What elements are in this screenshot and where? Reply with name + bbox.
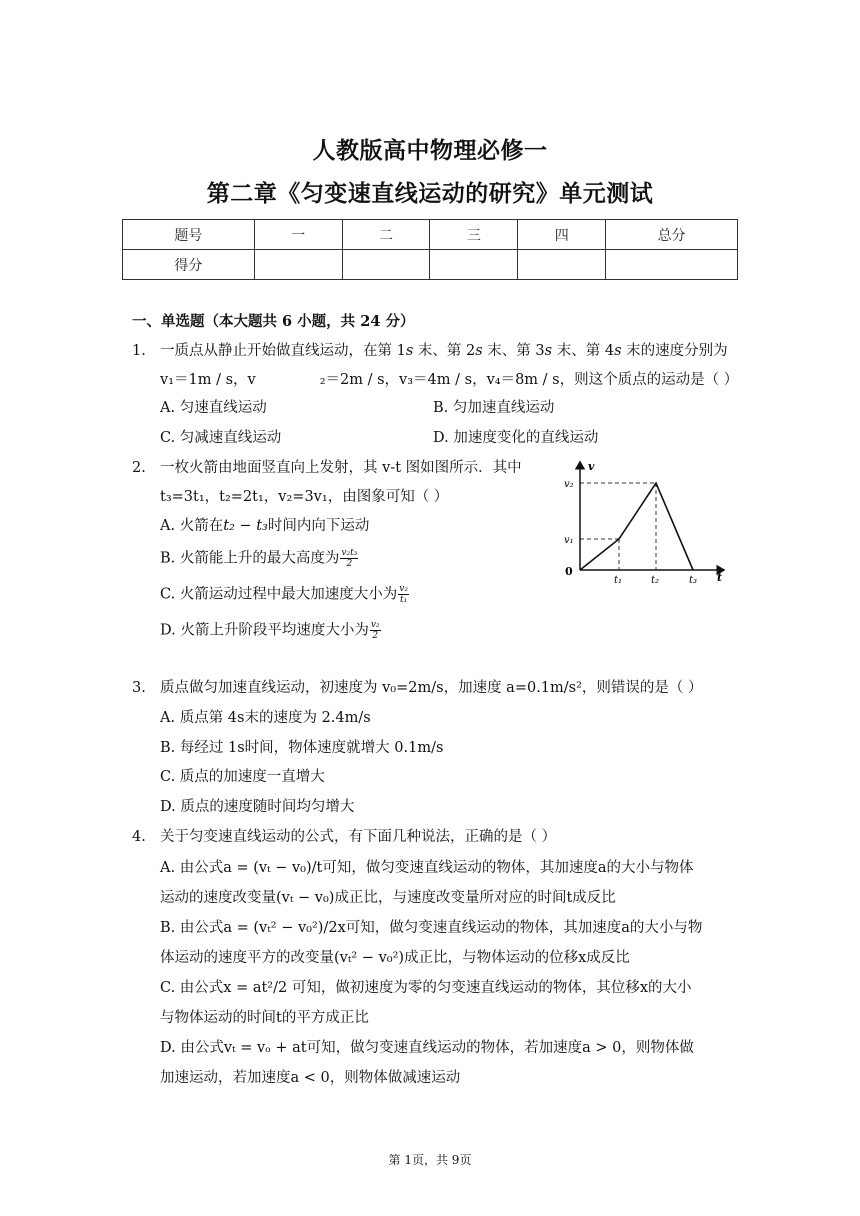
t-axis-label: t — [717, 571, 723, 584]
question-number: 1. — [132, 343, 146, 359]
score-cell — [430, 250, 518, 280]
q2-option-c-text: C. 火箭运动过程中最大加速度大小为 — [160, 586, 398, 603]
origin-label: 0 — [565, 565, 573, 578]
q3-option-d[interactable]: D. 质点的速度随时间均匀增大 — [160, 799, 355, 815]
q3-option-a[interactable]: A. 质点第 4s末的速度为 2.4m/s — [160, 710, 371, 726]
q1-stem-part: 末、第 2 — [413, 343, 476, 359]
q2-option-c[interactable] — [160, 584, 410, 605]
score-table — [122, 219, 738, 280]
q2-option-d-fraction — [370, 620, 381, 641]
t2-label: t₂ — [651, 575, 660, 586]
q4-option-c[interactable]: C. 由公式x = at²/2 可知，做初速度为零的匀变速直线运动的物体，其位移x的大小 — [160, 980, 692, 996]
score-cell — [254, 250, 342, 280]
q1-stem-part: 末、第 4 — [552, 343, 615, 359]
q2-option-a-math: t₂ − t₃ — [223, 518, 268, 534]
velocity-curve — [580, 483, 693, 570]
q2-option-a-text: 时间内向下运动 — [267, 518, 370, 534]
page-footer: 第 1页，共 9页 — [388, 1153, 472, 1167]
question-number: 2. — [132, 460, 146, 476]
q4-option-d-cont: 加速运动，若加速度a < 0，则物体做减速运动 — [160, 1070, 461, 1086]
q4-option-c-cont: 与物体运动的时间t的平方成正比 — [160, 1010, 369, 1026]
score-header-cell: 二 — [342, 220, 430, 250]
q1-option-a[interactable]: A. 匀速直线运动 — [160, 400, 267, 416]
question-1-stem-line2 — [160, 370, 738, 390]
question-2-stem-line2: t₃=3t₁，t₂=2t₁，v₂=3v₁，由图象可知（ ） — [160, 489, 449, 505]
score-cell — [606, 250, 738, 280]
q4-option-b[interactable]: B. 由公式a = (vₜ² − v₀²)/2x可知，做匀变速直线运动的物体，其加速度a的大小与物 — [160, 920, 703, 936]
question-number: 3. — [132, 680, 146, 696]
doc-subtitle: 第二章《匀变速直线运动的研究》单元测试 — [206, 180, 654, 207]
score-header-cell: 题号 — [123, 220, 255, 250]
v-axis-label: v — [588, 460, 595, 473]
q2-option-b[interactable] — [160, 548, 359, 569]
t3-label: t₃ — [689, 575, 698, 586]
q2-option-b-fraction — [340, 548, 358, 569]
fraction-numerator: v₂t₃ — [341, 548, 358, 558]
fraction-numerator: v₂ — [370, 620, 380, 630]
q1-unit: s — [544, 343, 553, 359]
q1-stem-part: v₁＝1m / s，v — [160, 372, 256, 388]
q3-option-c[interactable]: C. 质点的加速度一直增大 — [160, 769, 325, 785]
score-cell — [518, 250, 606, 280]
q4-option-d[interactable]: D. 由公式vₜ = vₒ + at可知，做匀变速直线运动的物体，若加速度a > 0，则物体做 — [160, 1040, 694, 1056]
q1-stem-part: 一质点从静止开始做直线运动，在第 1 — [160, 343, 406, 359]
q3-option-b[interactable]: B. 每经过 1s时间，物体速度就增大 0.1m/s — [160, 740, 444, 756]
score-table-score-row — [123, 250, 738, 280]
q2-option-d-text: D. 火箭上升阶段平均速度大小为 — [160, 622, 369, 639]
q1-unit: s — [614, 343, 622, 359]
fraction-numerator: v₂ — [399, 584, 408, 594]
q1-unit: s — [405, 343, 414, 359]
q1-unit: s — [475, 343, 483, 359]
q1-stem-part: 末、第 3 — [482, 343, 545, 359]
section-heading: 一、单选题（本大题共 6 小题，共 24 分） — [132, 313, 415, 330]
q1-option-d[interactable]: D. 加速度变化的直线运动 — [433, 430, 599, 446]
q2-option-d[interactable] — [160, 620, 382, 641]
q4-option-a[interactable]: A. 由公式a = (vₜ − v₀)/t可知，做匀变速直线运动的物体，其加速度a的大小与物体 — [160, 860, 694, 876]
q1-option-b[interactable]: B. 匀加速直线运动 — [433, 400, 555, 416]
question-number: 4. — [132, 829, 146, 845]
q2-option-a[interactable] — [160, 516, 369, 536]
question-1-stem — [160, 341, 728, 361]
v1-label: v₁ — [564, 535, 574, 546]
question-2-stem: 一枚火箭由地面竖直向上发射，其 v-t 图如图所示．其中 — [160, 460, 522, 476]
score-table-header-row — [123, 220, 738, 250]
vt-graph — [556, 458, 728, 588]
q4-option-b-cont: 体运动的速度平方的改变量(vₜ² − v₀²)成正比，与物体运动的位移x成反比 — [160, 950, 630, 966]
q1-stem-part: ₂＝2m / s，v₃＝4m / s，v₄＝8m / s，则这个质点的运动是（ ） — [319, 372, 739, 388]
doc-title: 人教版高中物理必修一 — [312, 137, 548, 164]
q1-stem-part: 末的速度分别为 — [621, 343, 728, 359]
score-row-label: 得分 — [123, 250, 255, 280]
score-cell — [342, 250, 430, 280]
q4-option-a-cont: 运动的速度改变量(vₜ − v₀)成正比，与速度改变量所对应的时间t成反比 — [160, 890, 616, 906]
score-header-cell: 一 — [254, 220, 342, 250]
fraction-denominator: 2 — [346, 559, 353, 569]
t1-label: t₁ — [614, 575, 623, 586]
q2-option-b-text: B. 火箭能上升的最大高度为 — [160, 550, 340, 567]
q1-option-c[interactable]: C. 匀减速直线运动 — [160, 430, 282, 446]
score-header-cell: 三 — [430, 220, 518, 250]
fraction-denominator: t₁ — [400, 595, 408, 605]
score-header-cell: 四 — [518, 220, 606, 250]
fraction-denominator: 2 — [372, 631, 379, 641]
question-3-stem: 质点做匀加速直线运动，初速度为 v₀=2m/s，加速度 a=0.1m/s²，则错误的是（ ） — [160, 680, 703, 696]
question-4-stem: 关于匀变速直线运动的公式，有下面几种说法，正确的是（ ） — [160, 829, 557, 845]
score-header-cell: 总分 — [606, 220, 738, 250]
v2-label: v₂ — [564, 479, 574, 490]
q2-option-a-text: A. 火箭在 — [160, 518, 224, 534]
q2-option-c-fraction — [398, 584, 409, 605]
